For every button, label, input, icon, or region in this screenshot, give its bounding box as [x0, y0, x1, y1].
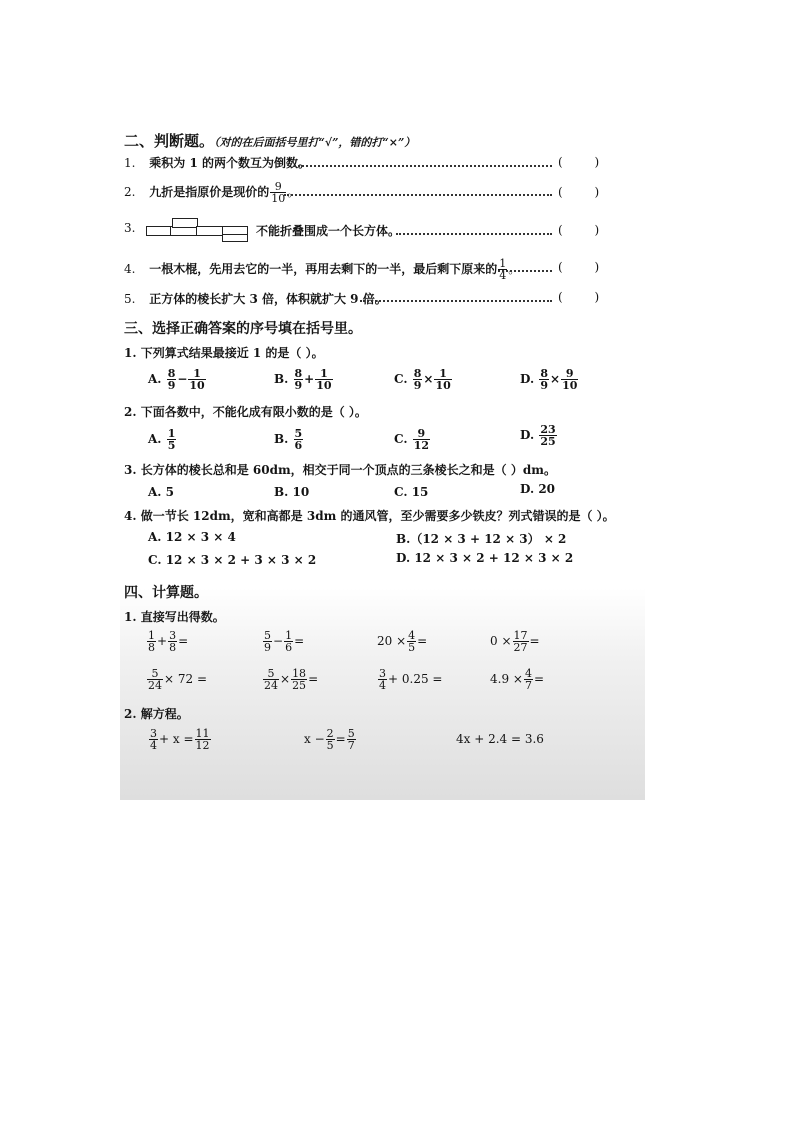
section2-heading — [124, 130, 415, 151]
item-number: 2. — [124, 185, 136, 199]
item-number: 5. — [124, 292, 136, 306]
judge-item-3-number: 3. — [124, 221, 136, 235]
option-1d[interactable]: D. $\frac{8}{9}$ × $\frac{9}{10}$ — [520, 367, 578, 392]
answer-paren[interactable]: ( ) — [558, 223, 600, 237]
equation-3: 4x + 2.4 = 3.6 — [456, 732, 544, 746]
item-number: 4. — [124, 262, 136, 276]
judge-item-1 — [124, 154, 310, 171]
option-4d[interactable]: D. 12 × 3 × 2 + 12 × 3 × 2 — [396, 551, 574, 565]
choice-question-4: 4. 做一节长 12dm，宽和高都是 3dm 的通风管，至少需要多少铁皮？列式错误的是（ ）。 — [124, 509, 615, 523]
option-2c[interactable]: C. $\frac{9}{12}$ — [394, 427, 430, 452]
judge-item-4: 4. 一根木棍，先用去它的一半，再用去剩下的一半，最后剩下原来的 $\frac{1}{4}$ 。 — [124, 257, 521, 282]
choice-question-1: 1. 下列算式结果最接近 1 的是（ ）。 — [124, 346, 324, 360]
option-3c[interactable]: C. 15 — [394, 485, 429, 499]
item-text: 乘积为 1 的两个数互为倒数。 — [149, 156, 310, 170]
option-2b[interactable]: B. $\frac{5}{6}$ — [274, 427, 303, 452]
option-3a[interactable]: A. 5 — [148, 485, 175, 499]
leader-dots — [360, 300, 552, 302]
option-3b[interactable]: B. 10 — [274, 485, 310, 499]
leader-dots — [294, 165, 552, 167]
section3-title: 三、选择正确答案的序号填在括号里。 — [124, 321, 362, 337]
option-1a[interactable]: A. $\frac{8}{9}$ − $\frac{1}{10}$ — [148, 367, 205, 392]
calc-1-3: 20 × $\frac{4}{5}$ = — [377, 629, 428, 654]
option-1c[interactable]: C. $\frac{8}{9}$ × $\frac{1}{10}$ — [394, 367, 451, 392]
option-1b[interactable]: B. $\frac{8}{9}$ + $\frac{1}{10}$ — [274, 367, 332, 392]
option-2d[interactable]: D. $\frac{23}{25}$ — [520, 423, 556, 448]
calc-2-2: $\frac{5}{24}$ × $\frac{18}{25}$ = — [264, 667, 319, 692]
option-3d[interactable]: D. 20 — [520, 482, 556, 496]
answer-paren[interactable]: ( ) — [558, 155, 600, 169]
answer-paren[interactable]: ( ) — [558, 260, 600, 274]
section4-sub1: 1. 直接写出得数。 — [124, 610, 225, 624]
calc-1-4: 0 × $\frac{17}{27}$ = — [490, 629, 540, 654]
fraction: $\frac{1}{4}$ — [499, 257, 507, 282]
judge-item-2: 2. 九折是指原价是现价的 $\frac{9}{10}$ 。 — [124, 180, 300, 205]
item-number: 1. — [124, 156, 136, 170]
calc-2-3: $\frac{3}{4}$ + 0.25 = — [379, 667, 443, 692]
item-text: 一根木棍，先用去它的一半，再用去剩下的一半，最后剩下原来的 — [149, 262, 498, 276]
leader-dots — [396, 233, 552, 235]
calc-1-2: $\frac{5}{9}$ − $\frac{1}{6}$ = — [264, 629, 305, 654]
equation-1: $\frac{3}{4}$ + x = $\frac{11}{12}$ — [150, 727, 210, 752]
calc-1-1: $\frac{1}{8}$ + $\frac{3}{8}$ = — [148, 629, 189, 654]
section2-title: 二、判断题。 — [124, 132, 215, 150]
fraction: $\frac{9}{10}$ — [271, 180, 286, 205]
choice-question-3: 3. 长方体的棱长总和是 60dm，相交于同一个顶点的三条棱长之和是（ ）dm。 — [124, 463, 556, 477]
answer-paren[interactable]: ( ) — [558, 290, 600, 304]
leader-dots — [498, 270, 552, 272]
worksheet — [120, 118, 645, 800]
leader-dots — [284, 194, 552, 196]
section2-note: （对的在后面括号里打“√”，错的打“×”） — [214, 136, 416, 149]
cuboid-net-figure — [146, 218, 250, 240]
answer-paren[interactable]: ( ) — [558, 185, 600, 199]
item-text: 九折是指原价是现价的 — [149, 185, 270, 199]
calc-2-4: 4.9 × $\frac{4}{7}$ = — [490, 667, 545, 692]
option-4a[interactable]: A. 12 × 3 × 4 — [148, 530, 236, 544]
calc-2-1: $\frac{5}{24}$ × 72 = — [148, 667, 208, 692]
item-text: 正方体的棱长扩大 3 倍，体积就扩大 9 倍。 — [149, 292, 387, 306]
option-2a[interactable]: A. $\frac{1}{5}$ — [148, 427, 176, 452]
section4-title: 四、计算题。 — [124, 585, 208, 601]
equation-2: x − $\frac{2}{5}$ = $\frac{5}{7}$ — [304, 727, 355, 752]
choice-question-2: 2. 下面各数中，不能化成有限小数的是（ ）。 — [124, 405, 367, 419]
judge-item-5 — [124, 290, 387, 307]
option-4c[interactable]: C. 12 × 3 × 2 + 3 × 3 × 2 — [148, 553, 317, 567]
option-4b[interactable]: B.（12 × 3 + 12 × 3） × 2 — [396, 532, 567, 546]
judge-item-3-text: 不能折叠围成一个长方体。 — [256, 224, 401, 238]
section4-sub2: 2. 解方程。 — [124, 707, 189, 721]
